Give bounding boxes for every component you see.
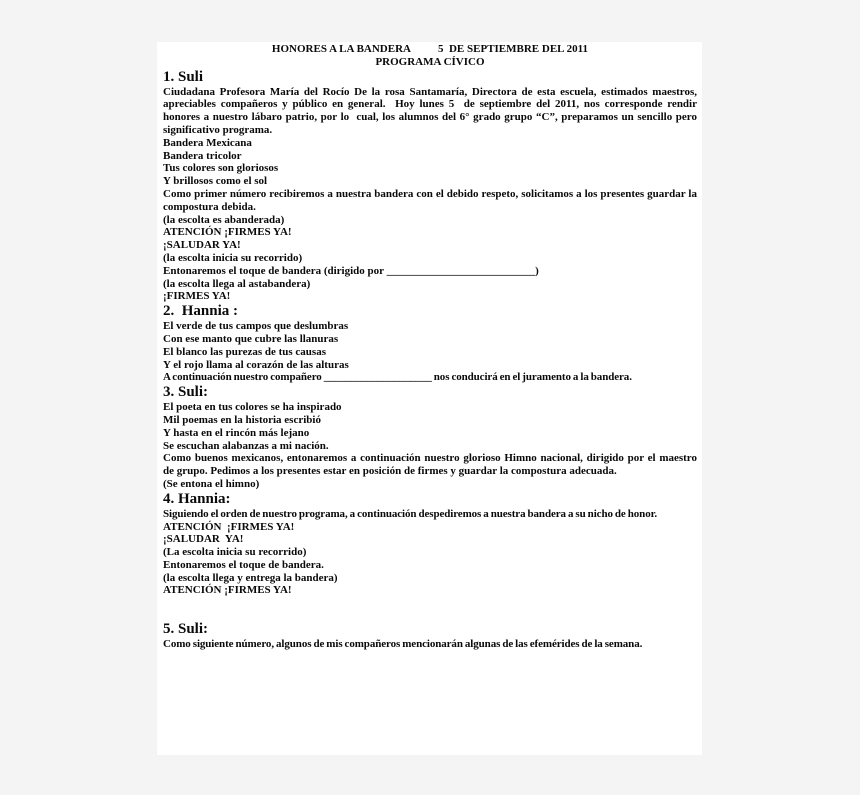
verse-line: Y brillosos como el sol	[163, 175, 268, 188]
verse-line: El blanco las purezas de tus causas	[163, 345, 326, 358]
section-3-paragraph: Como buenos mexicanos, entonaremos a continuación nuestro glorioso Himno nacional, dirigido por el maestro de grupo. Pedimos a los presentes estar en posición de firmes y guardar la compostura adecuada.	[163, 452, 697, 478]
section-3-heading: 3. Suli:	[163, 384, 209, 401]
verse-line: El poeta en tus colores se ha inspirado	[163, 401, 342, 414]
section-1-heading: 1. Suli	[163, 68, 204, 85]
document-title: HONORES A LA BANDERA	[271, 43, 411, 55]
stage-cue: ATENCIÓN ¡FIRMES YA!	[163, 520, 295, 533]
verse-line: Con ese manto que cubre las llanuras	[163, 332, 339, 345]
verse-line: Mil poemas en la historia escribió	[163, 413, 321, 426]
verse-line: Bandera tricolor	[163, 149, 242, 162]
stage-cue: (la escolta inicia su recorrido)	[163, 251, 303, 264]
stage-cue: (la escolta llega y entrega la bandera)	[163, 571, 338, 584]
document-page	[157, 42, 702, 755]
section-4-heading: 4. Hannia:	[163, 490, 231, 507]
document-subtitle: PROGRAMA CÍVICO	[375, 55, 485, 68]
document-date: 5 DE SEPTIEMBRE DEL 2011	[437, 43, 589, 55]
stage-cue: (la escolta es abanderada)	[163, 213, 285, 226]
section-2-paragraph: A continuación nuestro compañero ____________________ nos conducirá en el juramento a la bandera.	[163, 371, 632, 384]
section-5-paragraph: Como siguiente número, algunos de mis compañeros mencionarán algunas de las efemérides de la semana.	[163, 638, 643, 651]
verse-line: Se escuchan alabanzas a mi nación.	[163, 439, 329, 452]
document-title-row	[163, 43, 697, 56]
stage-cue: ATENCIÓN ¡FIRMES YA!	[163, 584, 292, 597]
stage-cue: ¡FIRMES YA!	[163, 290, 231, 303]
section-2-heading: 2. Hannia :	[163, 303, 239, 320]
verse-line: Tus colores son gloriosos	[163, 162, 279, 175]
stage-cue: Entonaremos el toque de bandera (dirigido por ___________________________)	[163, 264, 539, 277]
section-1-intro-paragraph: Ciudadana Profesora María del Rocío De la rosa Santamaría, Directora de esta escuela, estimados maestros, apreciables compañeros y público en general. Hoy lunes 5 de septiembre del 2011, nos corresponde rendir honores a nuestro lábaro patrio, por lo cual, los alumnos del 6° grado grupo “C”, preparamos un sencillo pero significativo programa.	[163, 85, 697, 136]
stage-cue: (La escolta inicia su recorrido)	[163, 546, 307, 559]
section-1-paragraph: Como primer número recibiremos a nuestra bandera con el debido respeto, solicitamos a los presentes guardar la compostura debida.	[163, 187, 697, 213]
section-4-paragraph: Siguiendo el orden de nuestro programa, a continuación despediremos a nuestra bandera a su nicho de honor.	[163, 507, 658, 520]
stage-cue: ATENCIÓN ¡FIRMES YA!	[163, 226, 292, 239]
verse-line: El verde de tus campos que deslumbras	[163, 320, 349, 333]
verse-line: Y el rojo llama al corazón de las alturas	[163, 358, 349, 371]
section-4-line: Entonaremos el toque de bandera.	[163, 558, 324, 571]
verse-line: Y hasta en el rincón más lejano	[163, 426, 310, 439]
stage-cue: (la escolta llega al astabandera)	[163, 277, 311, 290]
stage-cue: (Se entona el himno)	[163, 477, 260, 490]
stage-cue: ¡SALUDAR YA!	[163, 239, 241, 252]
verse-line: Bandera Mexicana	[163, 136, 252, 149]
stage-cue: ¡SALUDAR YA!	[163, 533, 244, 546]
section-5-heading: 5. Suli:	[163, 621, 209, 638]
